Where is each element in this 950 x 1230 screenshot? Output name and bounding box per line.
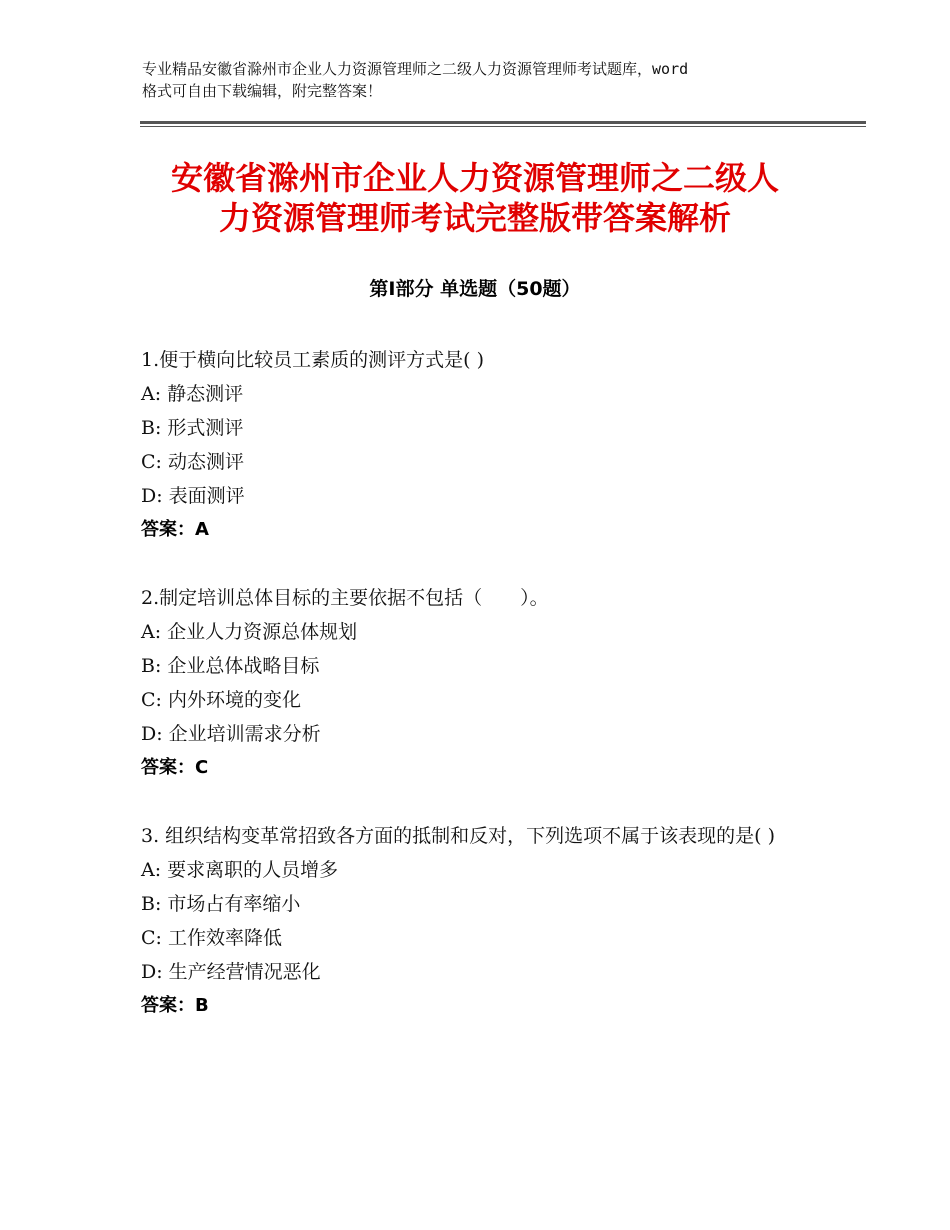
question-3 [141,819,821,1023]
question-stem: 3. 组织结构变革常招致各方面的抵制和反对，下列选项不属于该表现的是( ) [141,825,776,847]
section-title: 第Ⅰ部分 单选题（50题） [369,278,581,300]
option-b: B: 企业总体战略目标 [141,655,320,677]
header-note-line-2: 格式可自由下载编辑，附完整答案！ [142,82,383,100]
header-note [142,58,832,102]
document-title [100,158,850,238]
document-title-line-2: 力资源管理师考试完整版带答案解析 [218,199,731,237]
option-d: D: 企业培训需求分析 [141,723,321,745]
option-b: B: 市场占有率缩小 [141,893,301,915]
header-note-line-1: 专业精品安徽省滁州市企业人力资源管理师之二级人力资源管理师考试题库，word [142,60,689,78]
header-divider-thick [140,121,866,124]
option-c: C: 内外环境的变化 [141,689,301,711]
question-stem: 2.制定培训总体目标的主要依据不包括（ ）。 [141,587,549,609]
question-1 [141,343,821,547]
option-c: C: 工作效率降低 [141,927,282,949]
question-list [141,343,821,1057]
option-c: C: 动态测评 [141,451,244,473]
header-divider-thin [140,126,866,127]
question-stem: 1.便于横向比较员工素质的测评方式是( ) [141,349,484,371]
document-title-line-1: 安徽省滁州市企业人力资源管理师之二级人 [170,159,779,197]
option-d: D: 表面测评 [141,485,245,507]
answer-label: 答案：B [141,995,209,1016]
option-a: A: 静态测评 [141,383,244,405]
option-d: D: 生产经营情况恶化 [141,961,321,983]
answer-label: 答案：C [141,757,209,778]
option-a: A: 企业人力资源总体规划 [141,621,358,643]
option-a: A: 要求离职的人员增多 [141,859,339,881]
option-b: B: 形式测评 [141,417,244,439]
question-2 [141,581,821,785]
answer-label: 答案：A [141,519,209,540]
